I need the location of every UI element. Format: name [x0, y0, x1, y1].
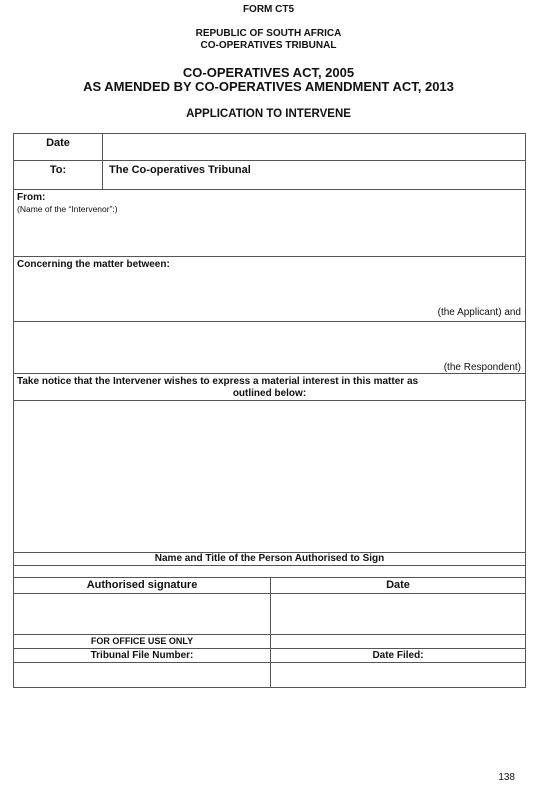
signature-date-field[interactable] — [270, 593, 526, 635]
to-label-cell — [13, 160, 103, 190]
act-block — [0, 66, 537, 94]
application-form — [13, 133, 526, 688]
date-label-cell — [13, 133, 103, 161]
from-note: (Name of the “Intervenor”:) — [17, 204, 118, 214]
date-filed-field[interactable] — [270, 662, 526, 688]
respondent-field[interactable] — [13, 321, 526, 374]
file-number-label: Tribunal File Number: — [90, 650, 194, 661]
signature-field[interactable] — [13, 593, 271, 635]
issuer-block — [0, 28, 537, 52]
office-use-label: FOR OFFICE USE ONLY — [90, 636, 194, 646]
from-field[interactable] — [13, 189, 526, 257]
office-use-cell — [13, 634, 271, 649]
signature-label: Authorised signature — [86, 579, 198, 591]
act-heading: CO-OPERATIVES ACT, 2005 — [182, 65, 355, 80]
signature-date-header-cell — [270, 577, 526, 594]
tribunal-heading: CO-OPERATIVES TRIBUNAL — [200, 40, 337, 51]
republic-heading: REPUBLIC OF SOUTH AFRICA — [195, 28, 342, 39]
to-field — [102, 160, 526, 190]
applicant-field[interactable] — [13, 256, 526, 322]
to-value: The Co-operatives Tribunal — [109, 164, 251, 176]
notice-heading-cell — [13, 373, 526, 401]
from-label: From: — [17, 192, 46, 203]
respondent-suffix: (the Respondent) — [443, 362, 521, 373]
interest-details-field[interactable] — [13, 400, 526, 553]
file-number-header-cell — [13, 648, 271, 663]
office-use-spacer — [270, 634, 526, 649]
form-code: FORM CT5 — [242, 4, 295, 15]
notice-line-2: outlined below: — [232, 388, 307, 399]
to-label: To: — [49, 164, 67, 176]
amendment-heading: AS AMENDED BY CO-OPERATIVES AMENDMENT ACT, 2013 — [83, 79, 454, 94]
application-title: APPLICATION TO INTERVENE — [186, 108, 351, 120]
date-field[interactable] — [102, 133, 526, 161]
notice-line-1: Take notice that the Intervener wishes to express a material interest in this matter as — [17, 376, 419, 387]
page-number: 138 — [498, 772, 515, 783]
date-filed-header-cell — [270, 648, 526, 663]
name-title-cell — [13, 552, 526, 566]
file-number-field[interactable] — [13, 662, 271, 688]
date-label: Date — [46, 137, 70, 149]
date-filed-label: Date Filed: — [372, 650, 424, 661]
signature-header-cell — [13, 577, 271, 594]
signature-date-label: Date — [386, 579, 410, 591]
applicant-suffix: (the Applicant) and — [437, 307, 521, 318]
name-title-label: Name and Title of the Person Authorised to Sign — [154, 553, 385, 564]
concerning-label: Concerning the matter between: — [17, 259, 170, 270]
